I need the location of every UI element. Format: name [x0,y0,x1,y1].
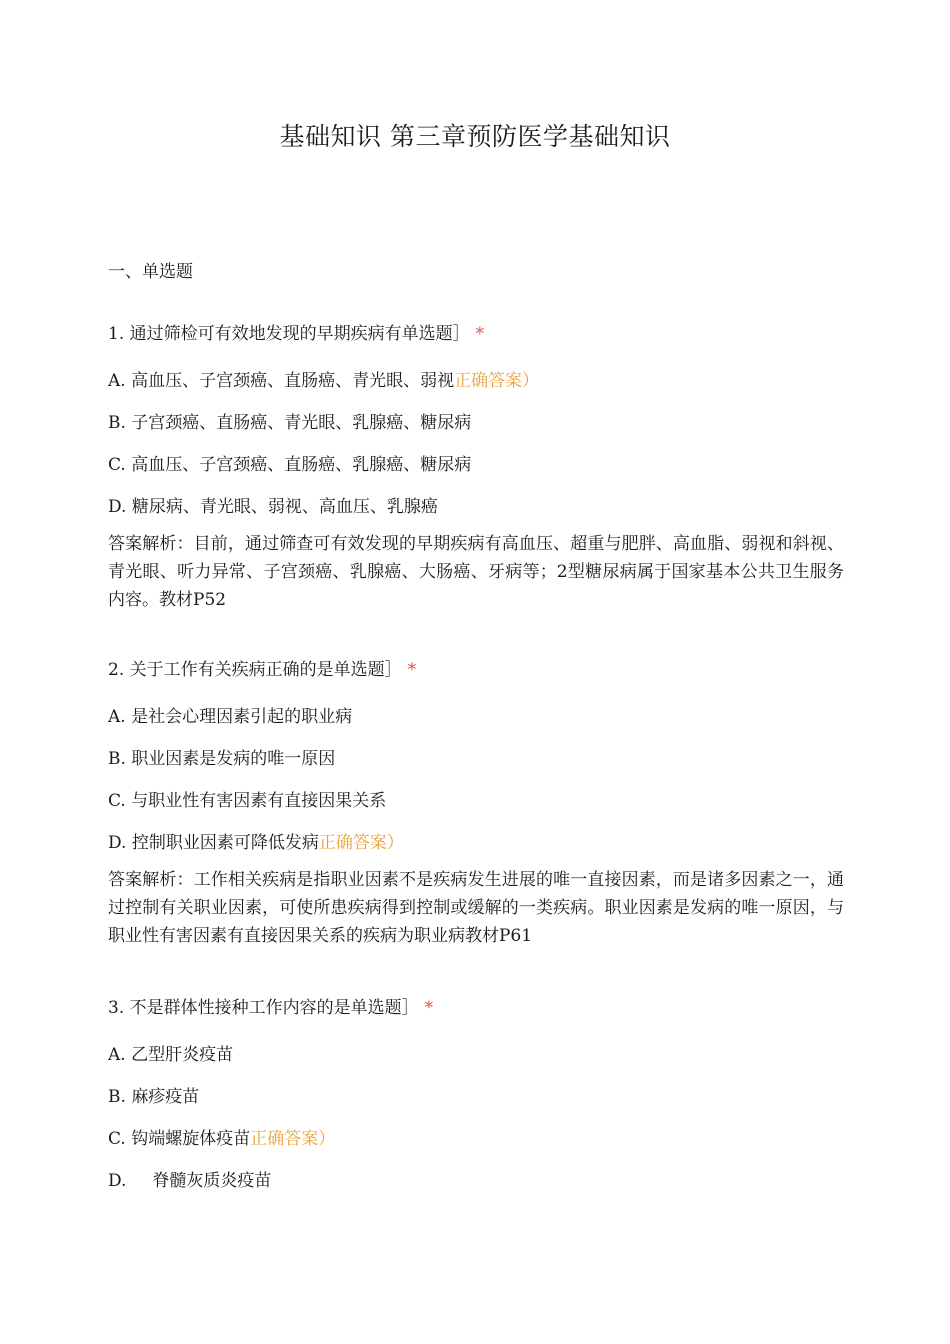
question-1-option-d[interactable] [108,493,438,521]
question-3-option-d[interactable] [108,1167,271,1195]
correct-answer-tag: 正确答案） [318,833,404,853]
question-1-option-a[interactable] [108,367,539,395]
option-text: 子宫颈癌、直肠癌、青光眼、乳腺癌、糖尿病 [131,413,472,433]
question-3-stem [108,994,433,1022]
question-2-explanation: 答案解析：工作相关疾病是指职业因素不是疾病发生进展的唯一直接因素，而是诸多因素之一，通过控制有关职业因素，可使所患疾病得到控制或缓解的一类疾病。职业因素是发病的唯一原因，与职业性有害因素有直接因果关系的疾病为职业病教材P61 [108,870,844,946]
option-text: 乙型肝炎疫苗 [131,1045,234,1065]
correct-answer-tag: 正确答案） [250,1129,336,1149]
option-label: D. [108,833,127,853]
option-text: 高血压、子宫颈癌、直肠癌、青光眼、弱视 [131,371,455,391]
question-3-option-b[interactable] [108,1083,199,1111]
option-text: 控制职业因素可降低发病 [131,833,319,853]
option-label: A. [108,707,126,727]
option-label: B. [108,1087,126,1107]
question-2-stem [108,656,416,684]
question-2-option-d[interactable] [108,829,404,857]
option-text: 高血压、子宫颈癌、直肠癌、乳腺癌、糖尿病 [131,455,472,475]
option-text: 钩端螺旋体疫苗 [131,1129,251,1149]
option-label: D. [108,1171,127,1191]
question-2-option-b[interactable] [108,745,335,773]
question-2-option-a[interactable] [108,703,352,731]
section-heading: 一、单选题 [108,262,193,282]
question-1-option-c[interactable] [108,451,471,479]
required-star-icon: * [424,998,434,1018]
question-1-stem [108,320,484,348]
question-3-option-a[interactable] [108,1041,233,1069]
question-text: 2. 关于工作有关疾病正确的是单选题］ [108,660,402,680]
option-label: C. [108,455,126,475]
question-1-option-b[interactable] [108,409,471,437]
option-text: 与职业性有害因素有直接因果关系 [131,791,387,811]
option-text: 糖尿病、青光眼、弱视、高血压、乳腺癌 [131,497,438,517]
option-label: C. [108,791,126,811]
question-text: 3. 不是群体性接种工作内容的是单选题］ [108,998,419,1018]
required-star-icon: * [407,660,417,680]
option-label: A. [108,371,126,391]
option-text: 是社会心理因素引起的职业病 [131,707,353,727]
option-label: B. [108,413,126,433]
option-text: 脊髓灰质炎疫苗 [152,1171,272,1191]
option-text: 麻疹疫苗 [131,1087,200,1107]
question-3-option-c[interactable] [108,1125,335,1153]
document-title: 基础知识 第三章预防医学基础知识 [279,122,671,151]
required-star-icon: * [475,324,485,344]
option-label: D. [108,497,127,517]
option-label: A. [108,1045,126,1065]
correct-answer-tag: 正确答案） [454,371,540,391]
option-text: 职业因素是发病的唯一原因 [131,749,336,769]
question-1-explanation: 答案解析：目前，通过筛查可有效发现的早期疾病有高血压、超重与肥胖、高血脂、弱视和斜视、青光眼、听力异常、子宫颈癌、乳腺癌、大肠癌、牙病等；2型糖尿病属于国家基本公共卫生服务内容。教材P52 [108,534,844,610]
question-text: 1. 通过筛检可有效地发现的早期疾病有单选题］ [108,324,470,344]
option-label: B. [108,749,126,769]
question-2-option-c[interactable] [108,787,386,815]
option-label: C. [108,1129,126,1149]
